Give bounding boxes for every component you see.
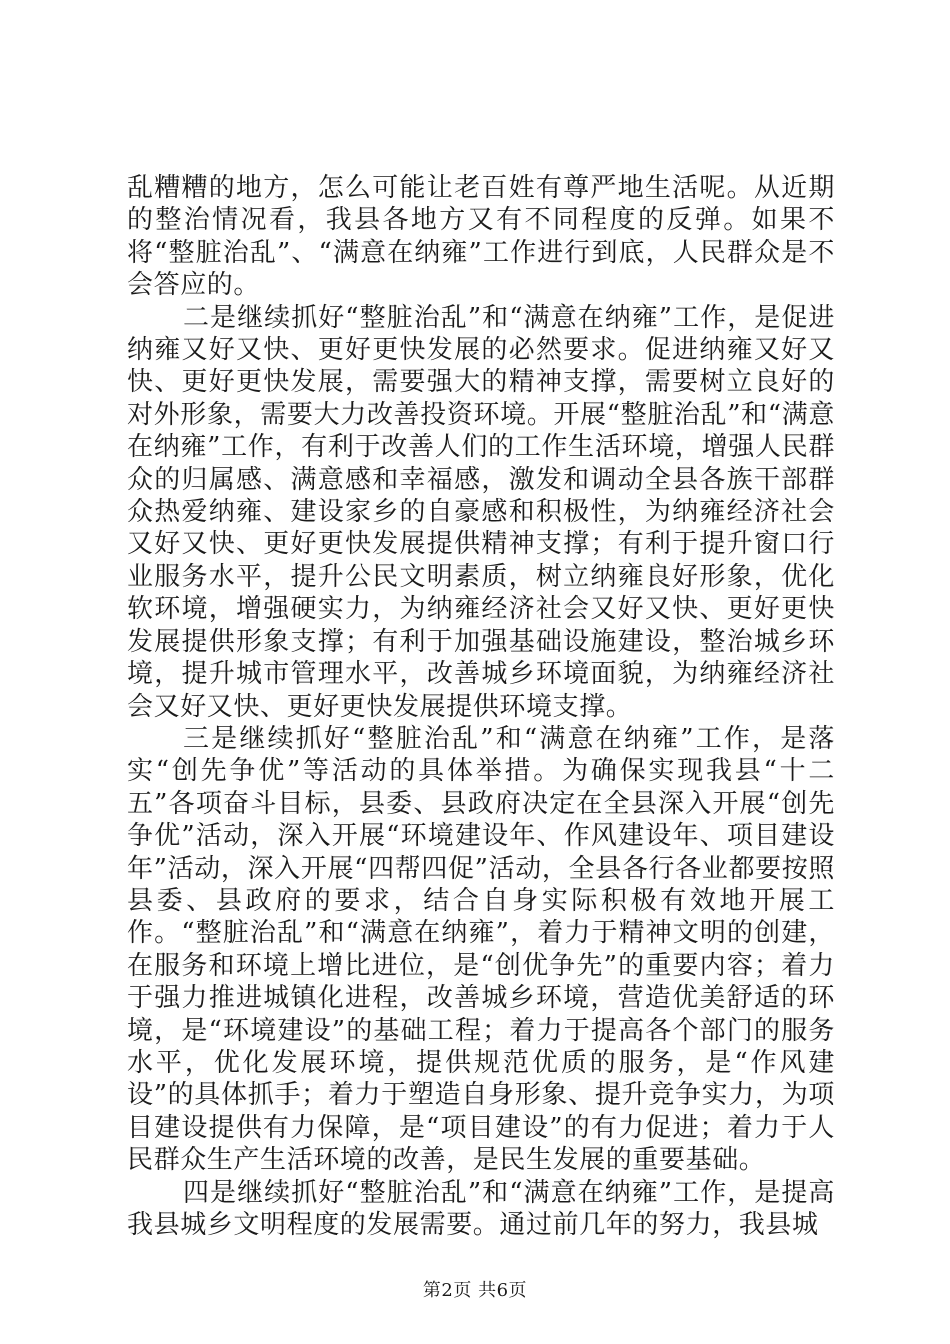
document-body [127,172,835,1241]
paragraph-point-three: 三是继续抓好“整脏治乱”和“满意在纳雍”工作，是落实“创先争优”等活动的具体举措。为确保实现我县“十二五”各项奋斗目标，县委、县政府决定在全县深入开展“创先争优”活动，深入开展“环境建设年、作风建设年、项目建设年”活动，深入开展“四帮四促”活动，全县各行各业都要按照县委、县政府的要求，结合自身实际积极有效地开展工作。“整脏治乱”和“满意在纳雍”，着力于精神文明的创建，在服务和环境上增比进位，是“创优争先”的重要内容；着力于强力推进城镇化进程，改善城乡环境，营造优美舒适的环境，是“环境建设”的基础工程；着力于提高各个部门的服务水平，优化发展环境，提供规范优质的服务，是“作风建设”的具体抓手；着力于塑造自身形象、提升竞争实力，为项目建设提供有力保障，是“项目建设”的有力促进；着力于人民群众生产生活环境的改善，是民生发展的重要基础。 [127,723,835,1176]
paragraph-continuation: 乱糟糟的地方，怎么可能让老百姓有尊严地生活呢。从近期的整治情况看，我县各地方又有不同程度的反弹。如果不将“整脏治乱”、“满意在纳雍”工作进行到底，人民群众是不会答应的。 [127,173,835,301]
paragraph-point-four: 四是继续抓好“整脏治乱”和“满意在纳雍”工作，是提高我县城乡文明程度的发展需要。通过前几年的努力，我县城 [127,1177,835,1240]
paragraph-point-two: 二是继续抓好“整脏治乱”和“满意在纳雍”工作，是促进纳雍又好又快、更好更快发展的必然要求。促进纳雍又好又快、更好更快发展，需要强大的精神支撑，需要树立良好的对外形象，需要大力改善投资环境。开展“整脏治乱”和“满意在纳雍”工作，有利于改善人们的工作生活环境，增强人民群众的归属感、满意感和幸福感，激发和调动全县各族干部群众热爱纳雍、建设家乡的自豪感和积极性，为纳雍经济社会又好又快、更好更快发展提供精神支撑；有利于提升窗口行业服务水平，提升公民文明素质，树立纳雍良好形象，优化软环境，增强硬实力，为纳雍经济社会又好又快、更好更快发展提供形象支撑；有利于加强基础设施建设，整治城乡环境，提升城市管理水平，改善城乡环境面貌，为纳雍经济社会又好又快、更好更快发展提供环境支撑。 [127,302,835,722]
page-footer: 第2页 共6页 [422,1280,528,1301]
